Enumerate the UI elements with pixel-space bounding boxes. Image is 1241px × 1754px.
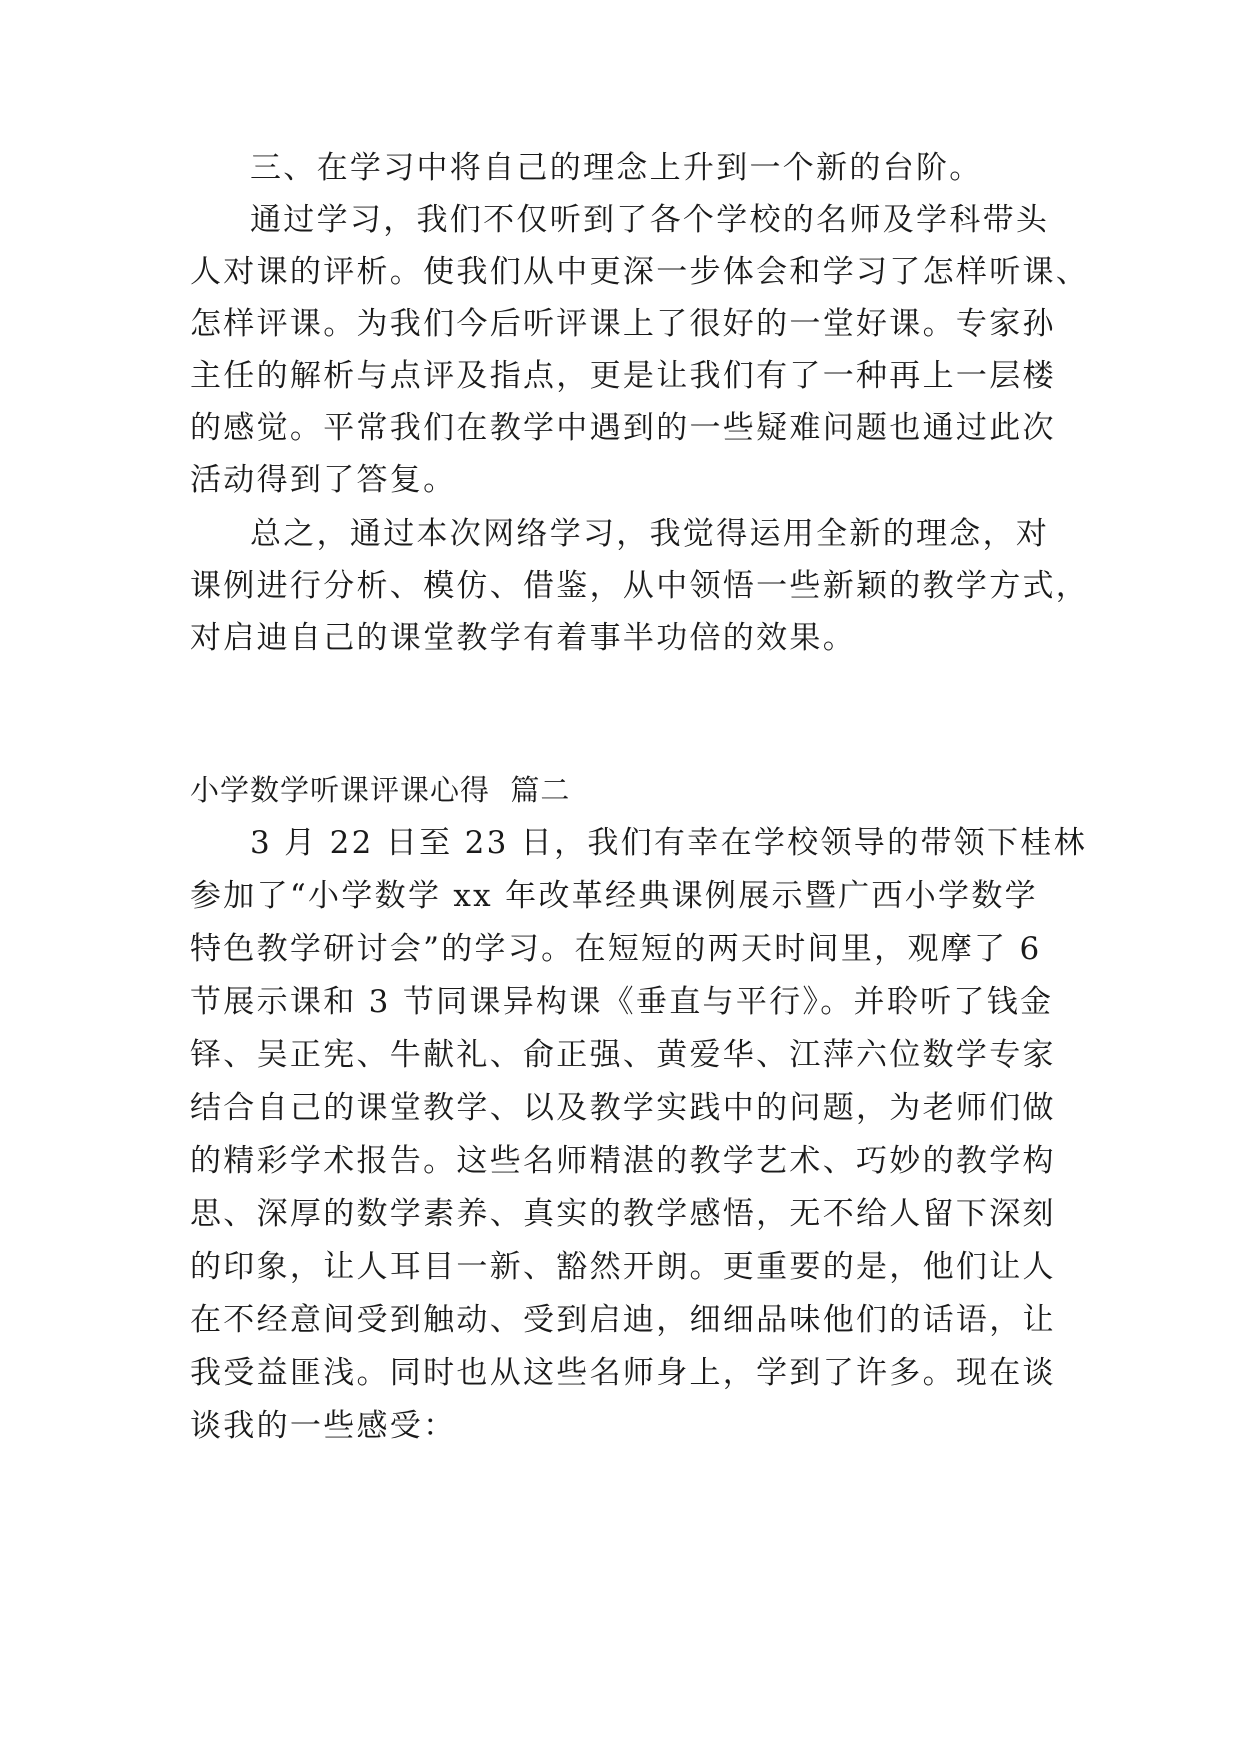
paragraph-line: 人对课的评析。使我们从中更深一步体会和学习了怎样听课、 [190,254,1090,290]
paragraph-line: 节展示课和 3 节同课异构课《垂直与平行》。并聆听了钱金 [190,984,1054,1020]
paragraph-line: 总之，通过本次网络学习，我觉得运用全新的理念，对 [250,516,1050,552]
article-title: 小学数学听课评课心得 篇二 [190,773,571,807]
paragraph-line: 我受益匪浅。同时也从这些名师身上，学到了许多。现在谈 [190,1355,1056,1391]
paragraph-line: 怎样评课。为我们今后听评课上了很好的一堂好课。专家孙 [190,306,1056,342]
paragraph-line: 主任的解析与点评及指点，更是让我们有了一种再上一层楼 [190,358,1056,394]
paragraph-line: 课例进行分析、模仿、借鉴，从中领悟一些新颖的教学方式， [190,568,1090,604]
paragraph-line: 的精彩学术报告。这些名师精湛的教学艺术、巧妙的教学构 [190,1143,1056,1179]
paragraph-line: 通过学习，我们不仅听到了各个学校的名师及学科带头 [250,202,1050,238]
paragraph-line: 特色教学研讨会”的学习。在短短的两天时间里，观摩了 6 [190,931,1042,967]
paragraph-line: 活动得到了答复。 [190,462,457,498]
paragraph-line: 在不经意间受到触动、受到启迪，细细品味他们的话语，让 [190,1302,1056,1338]
section-heading: 三、在学习中将自己的理念上升到一个新的台阶。 [250,150,983,186]
paragraph-line: 3 月 22 日至 23 日，我们有幸在学校领导的带领下桂林 [250,825,1087,861]
paragraph-line: 的印象，让人耳目一新、豁然开朗。更重要的是，他们让人 [190,1249,1056,1285]
paragraph-line: 谈我的一些感受： [190,1408,457,1444]
paragraph-line: 思、深厚的数学素养、真实的教学感悟，无不给人留下深刻 [190,1196,1056,1232]
paragraph-line: 参加了“小学数学 xx 年改革经典课例展示暨广西小学数学 [190,878,1038,914]
paragraph-line: 对启迪自己的课堂教学有着事半功倍的效果。 [190,620,856,656]
paragraph-line: 铎、吴正宪、牛献礼、俞正强、黄爱华、江萍六位数学专家 [190,1037,1056,1073]
paragraph-line: 的感觉。平常我们在教学中遇到的一些疑难问题也通过此次 [190,410,1056,446]
paragraph-line: 结合自己的课堂教学、以及教学实践中的问题，为老师们做 [190,1090,1056,1126]
